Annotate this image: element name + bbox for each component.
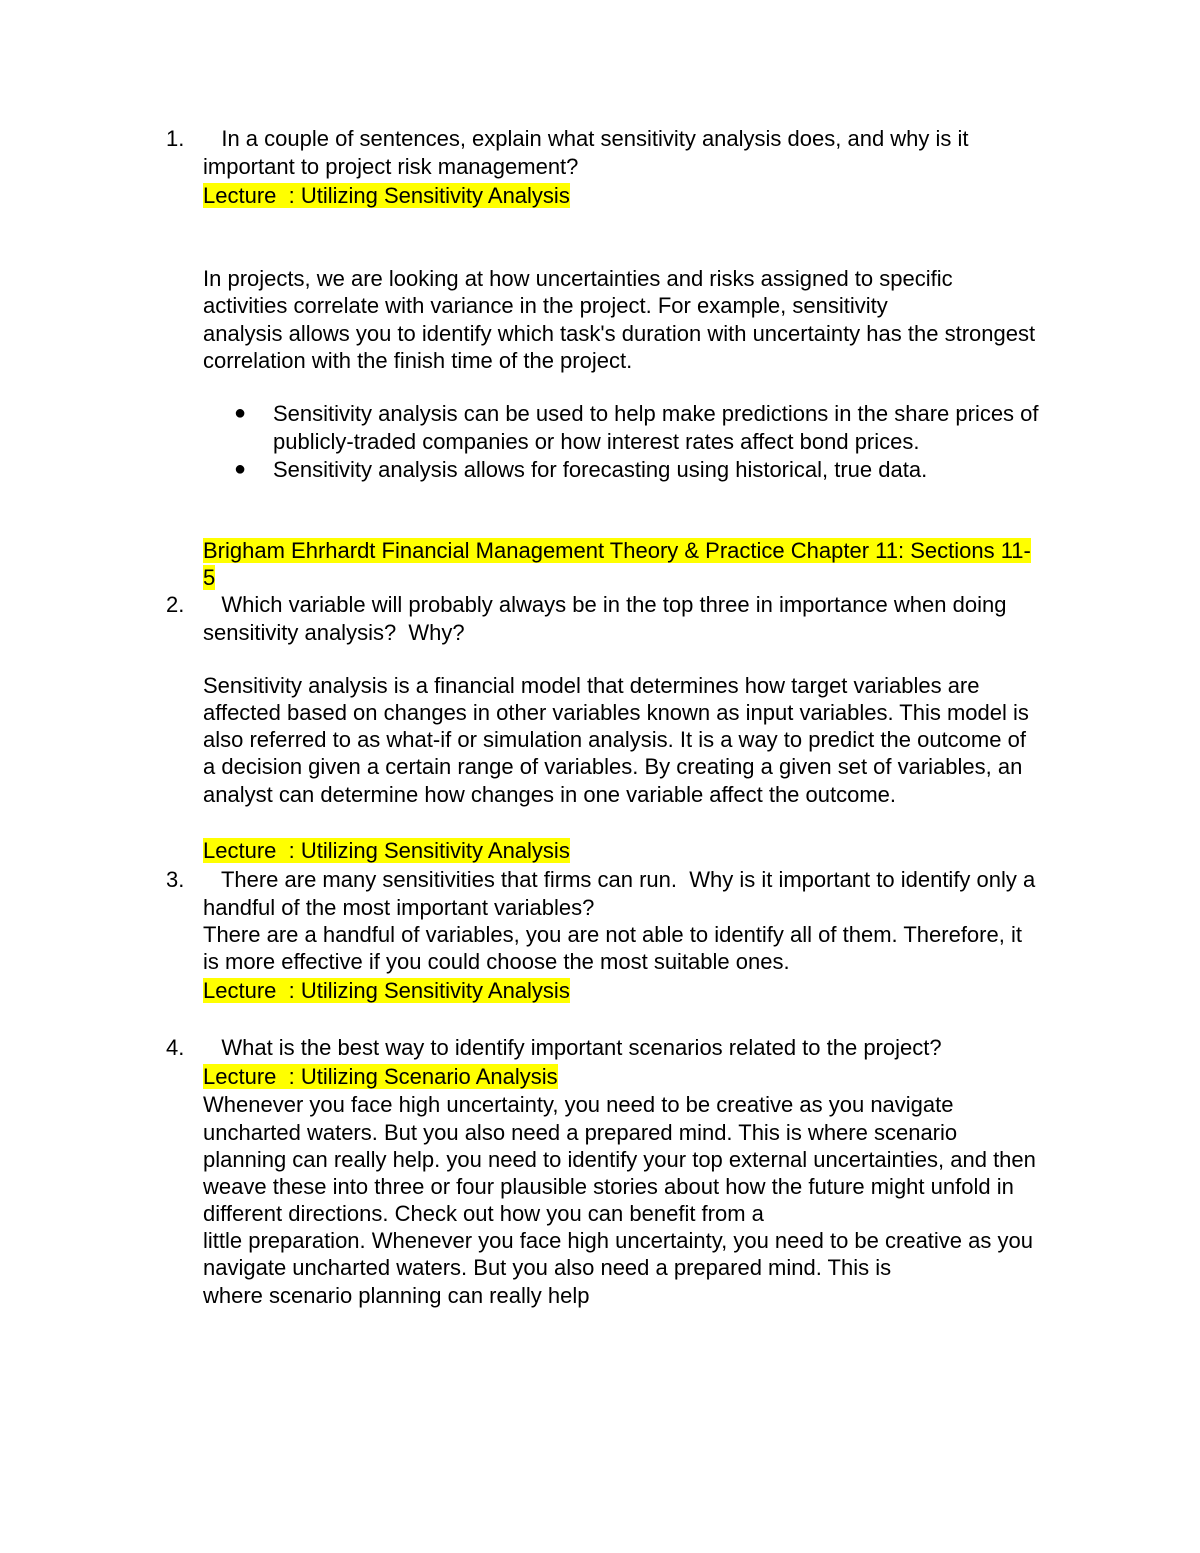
question-4-answer-line-7: navigate uncharted waters. But you also need a prepared mind. This is: [203, 1255, 892, 1280]
question-4-answer-line-6: little preparation. Whenever you face high uncertainty, you need to be creative as you: [203, 1228, 1033, 1253]
question-1-number: 1.: [166, 126, 185, 151]
bullet-icon: ●: [234, 458, 247, 480]
question-4-source-highlight: Lecture : Utilizing Scenario Analysis: [203, 1064, 558, 1089]
question-2-answer-line-1: Sensitivity analysis is a financial model that determines how target variables are: [203, 673, 980, 698]
question-2-number: 2.: [166, 592, 185, 617]
question-1-text-line-1: In a couple of sentences, explain what sensitivity analysis does, and why is it: [203, 126, 969, 151]
question-3-text-line-2: handful of the most important variables?: [203, 895, 595, 920]
question-2-answer-line-2: affected based on changes in other variables known as input variables. This model is: [203, 700, 1029, 725]
reference-line-2: [203, 564, 215, 591]
reference-highlight-1: Brigham Ehrhardt Financial Management Theory & Practice Chapter 11: Sections 11-: [203, 538, 1031, 563]
question-1-bullet-1-line-1: Sensitivity analysis can be used to help make predictions in the share prices of: [273, 401, 1039, 426]
question-1-bullet-1-line-2: publicly-traded companies or how interest rates affect bond prices.: [273, 429, 920, 454]
question-1-text-line-2: important to project risk management?: [203, 154, 579, 179]
question-1-source-highlight: Lecture : Utilizing Sensitivity Analysis: [203, 183, 570, 208]
question-4-answer-line-1: Whenever you face high uncertainty, you need to be creative as you navigate: [203, 1092, 954, 1117]
question-3-source-highlight: Lecture : Utilizing Sensitivity Analysis: [203, 978, 570, 1003]
question-1-answer-line-3: analysis allows you to identify which task's duration with uncertainty has the strongest: [203, 321, 1036, 346]
question-3-answer-line-2: is more effective if you could choose the most suitable ones.: [203, 949, 790, 974]
question-4-answer-line-5: different directions. Check out how you can benefit from a: [203, 1201, 764, 1226]
question-1-answer-line-2: activities correlate with variance in the project. For example, sensitivity: [203, 293, 888, 318]
question-4-answer-line-8: where scenario planning can really help: [203, 1283, 590, 1308]
question-4-text-line-1: What is the best way to identify important scenarios related to the project?: [203, 1035, 942, 1060]
question-4-answer-line-4: weave these into three or four plausible stories about how the future might unfold in: [203, 1174, 1014, 1199]
bullet-icon: ●: [234, 402, 247, 424]
question-2-answer-line-5: analyst can determine how changes in one variable affect the outcome.: [203, 782, 897, 807]
question-2-answer-line-4: a decision given a certain range of variables. By creating a given set of variables, an: [203, 754, 1023, 779]
question-2-text-line-1: Which variable will probably always be in the top three in importance when doing: [203, 592, 1007, 617]
question-2-source-highlight: Lecture : Utilizing Sensitivity Analysis: [203, 838, 570, 863]
question-4-source: [203, 1063, 558, 1090]
question-4-answer-line-2: uncharted waters. But you also need a prepared mind. This is where scenario: [203, 1120, 958, 1145]
reference-highlight-2: 5: [203, 565, 216, 590]
question-1-answer-line-4: correlation with the finish time of the project.: [203, 348, 633, 373]
reference-line-1: [203, 537, 1031, 564]
question-2-source: [203, 837, 570, 864]
question-1-bullet-2-line-1: Sensitivity analysis allows for forecasting using historical, true data.: [273, 457, 928, 482]
question-4-number: 4.: [166, 1035, 185, 1060]
question-1-source: [203, 182, 570, 209]
question-3-text-line-1: There are many sensitivities that firms can run. Why is it important to identify only a: [203, 867, 1036, 892]
question-3-source: [203, 977, 570, 1004]
question-2-answer-line-3: also referred to as what-if or simulation analysis. It is a way to predict the outcome of: [203, 727, 1026, 752]
question-1-answer-line-1: In projects, we are looking at how uncertainties and risks assigned to specific: [203, 266, 953, 291]
question-2-text-line-2: sensitivity analysis? Why?: [203, 620, 465, 645]
question-4-answer-line-3: planning can really help. you need to identify your top external uncertainties, and then: [203, 1147, 1036, 1172]
question-3-number: 3.: [166, 867, 185, 892]
question-3-answer-line-1: There are a handful of variables, you are not able to identify all of them. Therefore, it: [203, 922, 1022, 947]
